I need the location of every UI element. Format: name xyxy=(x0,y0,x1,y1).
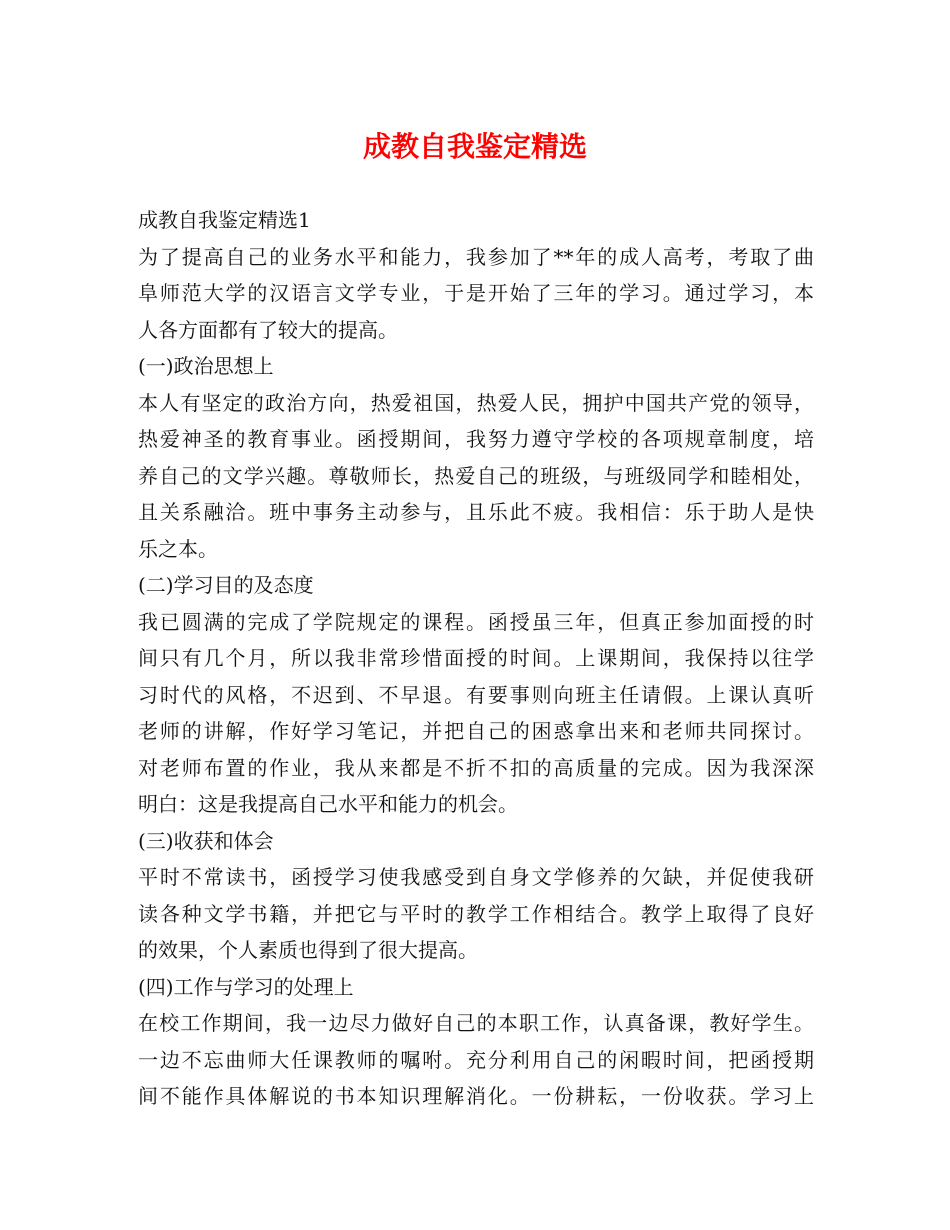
text-line: 在校工作期间，我一边尽力做好自己的本职工作，认真备课，教好学生。 xyxy=(138,1011,814,1035)
text-line: 成教自我鉴定精选1 xyxy=(138,208,311,232)
text-line: 热爱神圣的教育事业。函授期间，我努力遵守学校的各项规章制度，培 xyxy=(138,427,814,451)
text-line: 为了提高自己的业务水平和能力，我参加了**年的成人高考，考取了曲 xyxy=(138,244,814,269)
text-line: 间只有几个月，所以我非常珍惜面授的时间。上课期间，我保持以往学 xyxy=(138,646,814,670)
text-line: 对老师布置的作业，我从来都是不折不扣的高质量的完成。因为我深深 xyxy=(138,755,814,780)
text-line: 读各种文学书籍，并把它与平时的教学工作相结合。教学上取得了良好 xyxy=(138,901,814,926)
document-title: 成教自我鉴定精选 xyxy=(362,130,587,163)
text-line: (一)政治思想上 xyxy=(138,354,274,378)
text-line: 一边不忘曲师大任课教师的嘱咐。充分利用自己的闲暇时间，把函授期 xyxy=(138,1047,814,1072)
text-line: 阜师范大学的汉语言文学专业，于是开始了三年的学习。通过学习，本 xyxy=(138,281,814,305)
text-line: 且关系融洽。班中事务主动参与，且乐此不疲。我相信：乐于助人是快 xyxy=(138,500,814,524)
text-line: 间不能作具体解说的书本知识理解消化。一份耕耘，一份收获。学习上 xyxy=(138,1084,814,1108)
text-line: 养自己的文学兴趣。尊敬师长，热爱自己的班级，与班级同学和睦相处， xyxy=(138,463,814,488)
text-line: (四)工作与学习的处理上 xyxy=(138,974,354,999)
text-line: (二)学习目的及态度 xyxy=(138,573,314,597)
text-line: 老师的讲解，作好学习笔记，并把自己的困惑拿出来和老师共同探讨。 xyxy=(138,719,814,743)
text-line: 明白：这是我提高自己水平和能力的机会。 xyxy=(138,792,518,816)
text-line: 的效果，个人素质也得到了很大提高。 xyxy=(138,938,478,962)
text-line: 习时代的风格，不迟到、不早退。有要事则向班主任请假。上课认真听 xyxy=(138,682,814,707)
text-line: 平时不常读书，函授学习使我感受到自身文学修养的欠缺，并促使我研 xyxy=(138,865,814,889)
text-line: 人各方面都有了较大的提高。 xyxy=(138,317,398,342)
text-line: 我已圆满的完成了学院规定的课程。函授虽三年，但真正参加面授的时 xyxy=(138,609,814,634)
text-line: 本人有坚定的政治方向，热爱祖国，热爱人民，拥护中国共产党的领导， xyxy=(138,390,814,415)
text-line: (三)收获和体会 xyxy=(138,828,274,853)
text-line: 乐之本。 xyxy=(138,536,218,561)
document-body xyxy=(138,202,814,1115)
